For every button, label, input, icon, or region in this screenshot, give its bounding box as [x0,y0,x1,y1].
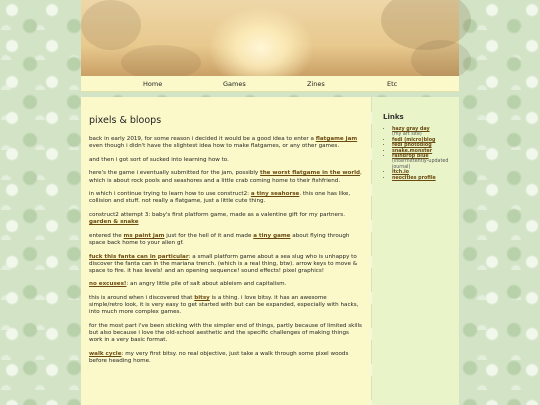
raindrop-blue-link[interactable]: raindrop blue [392,154,429,160]
text: : an angry little pile of salt about ableism and capitalism. [126,281,287,288]
text: is a thing. i love bitsy. it has an awesome simple/retro look, it is very easy to get started with but can be expanded, especially with hacks, into much more complex games. [89,295,359,316]
header-banner-image [81,0,459,76]
text: . this one has like, collision and stuff. not really a flatgame, just a little cute thing. [89,191,351,205]
paragraph-seahorse [89,191,362,205]
text: construct2 attempt 3: baby's first platform game, made as a valentine gift for my partners. [89,212,345,219]
itch-io-link[interactable]: itch.io [392,170,409,176]
page-title: pixels & bloops [89,115,162,126]
paragraph-garden-snake [89,212,362,226]
page-wrapper [81,0,459,405]
bitsy-link[interactable]: bitsy [194,295,210,302]
text: this is around when i discovered that [89,295,195,302]
tiny-game-link[interactable]: a tiny game [253,232,291,239]
list-item [392,154,459,170]
worst-flatgame-link[interactable]: the worst flatgame in the world [260,170,361,177]
paragraph-fanta-can [89,254,362,275]
paragraph-simpler-end: for the most part i've been sticking with the simpler end of things, partly because of limited skills but also because i love the old-school aesthetic and the specific challenges of making things work in a very basic format. [89,323,362,344]
tiny-seahorse-link[interactable]: a tiny seahorse [250,191,300,198]
fanta-can-link[interactable]: fuck this fanta can in particular [89,253,189,260]
paragraph-intro [89,136,362,150]
nav-etc-link[interactable]: Etc [387,80,398,88]
sidebar-links-list [383,127,459,181]
sidebar [372,97,459,405]
text: just for the hell of it and made [164,232,254,239]
text: entered the [89,232,124,239]
hazy-gray-day-link[interactable]: hazy gray day [392,127,430,132]
walk-cycle-link[interactable]: walk cycle [89,350,122,357]
paragraph-walk-cycle [89,351,362,365]
list-item [392,176,459,181]
paragraph-ms-paint [89,233,362,247]
text: even though i didn't have the slightest idea how to make flatgames, or any other games. [89,143,340,150]
link-note: (intermittently-updated journal) [392,159,449,170]
flatgame-jam-link[interactable]: flatgame jam [315,136,358,142]
snake-monster-link[interactable]: snake.monster [392,148,433,154]
text: , which is about rock pools and seashores and a little crab coming home to their fishfriend. [89,170,362,184]
link-note: (my art site) [392,132,422,138]
text: : a small platform game about a sea slug who is unhappy to discover the fanta can in the mariana trench. (which is a real thing, btw). arrow keys to move & space to fire. it has levels! and an opening sequence! sound effects! pixel graphics! [89,253,358,274]
text: : my very first bitsy. no real objective, just take a walk through some pixel woods before heading home. [89,350,349,364]
neocities-profile-link[interactable]: neocities profile [392,175,436,181]
fedi-photoblog-link[interactable]: fedi photoblog [392,143,432,149]
nav-games-link[interactable]: Games [223,80,246,88]
text: back in early 2019, for some reason i decided it would be a good idea to enter a [89,136,316,142]
no-excuses-link[interactable]: no excuses! [89,281,127,288]
paragraph-flatgame [89,170,362,184]
text: here's the game i eventually submitted for the jam, possibly [89,170,261,177]
garden-snake-link[interactable]: garden & snake [89,219,139,226]
paragraph-bitsy [89,295,362,316]
paragraph-learning: and then i got sort of sucked into learning how to. [89,156,229,163]
list-item [392,127,459,138]
top-navigation [81,76,459,92]
main-content [81,97,371,405]
text: in which i continue trying to learn how to use construct2: [89,191,251,198]
paragraph-no-excuses [89,281,362,288]
text: about flying through space back home to your alien gf. [89,232,350,246]
sidebar-heading: Links [383,113,404,121]
nav-home-link[interactable]: Home [143,80,163,88]
nav-zines-link[interactable]: Zines [307,80,325,88]
fedi-microblog-link[interactable]: fedi (micro)blog [392,137,436,143]
ms-paint-jam-link[interactable]: ms paint jam [123,232,165,239]
